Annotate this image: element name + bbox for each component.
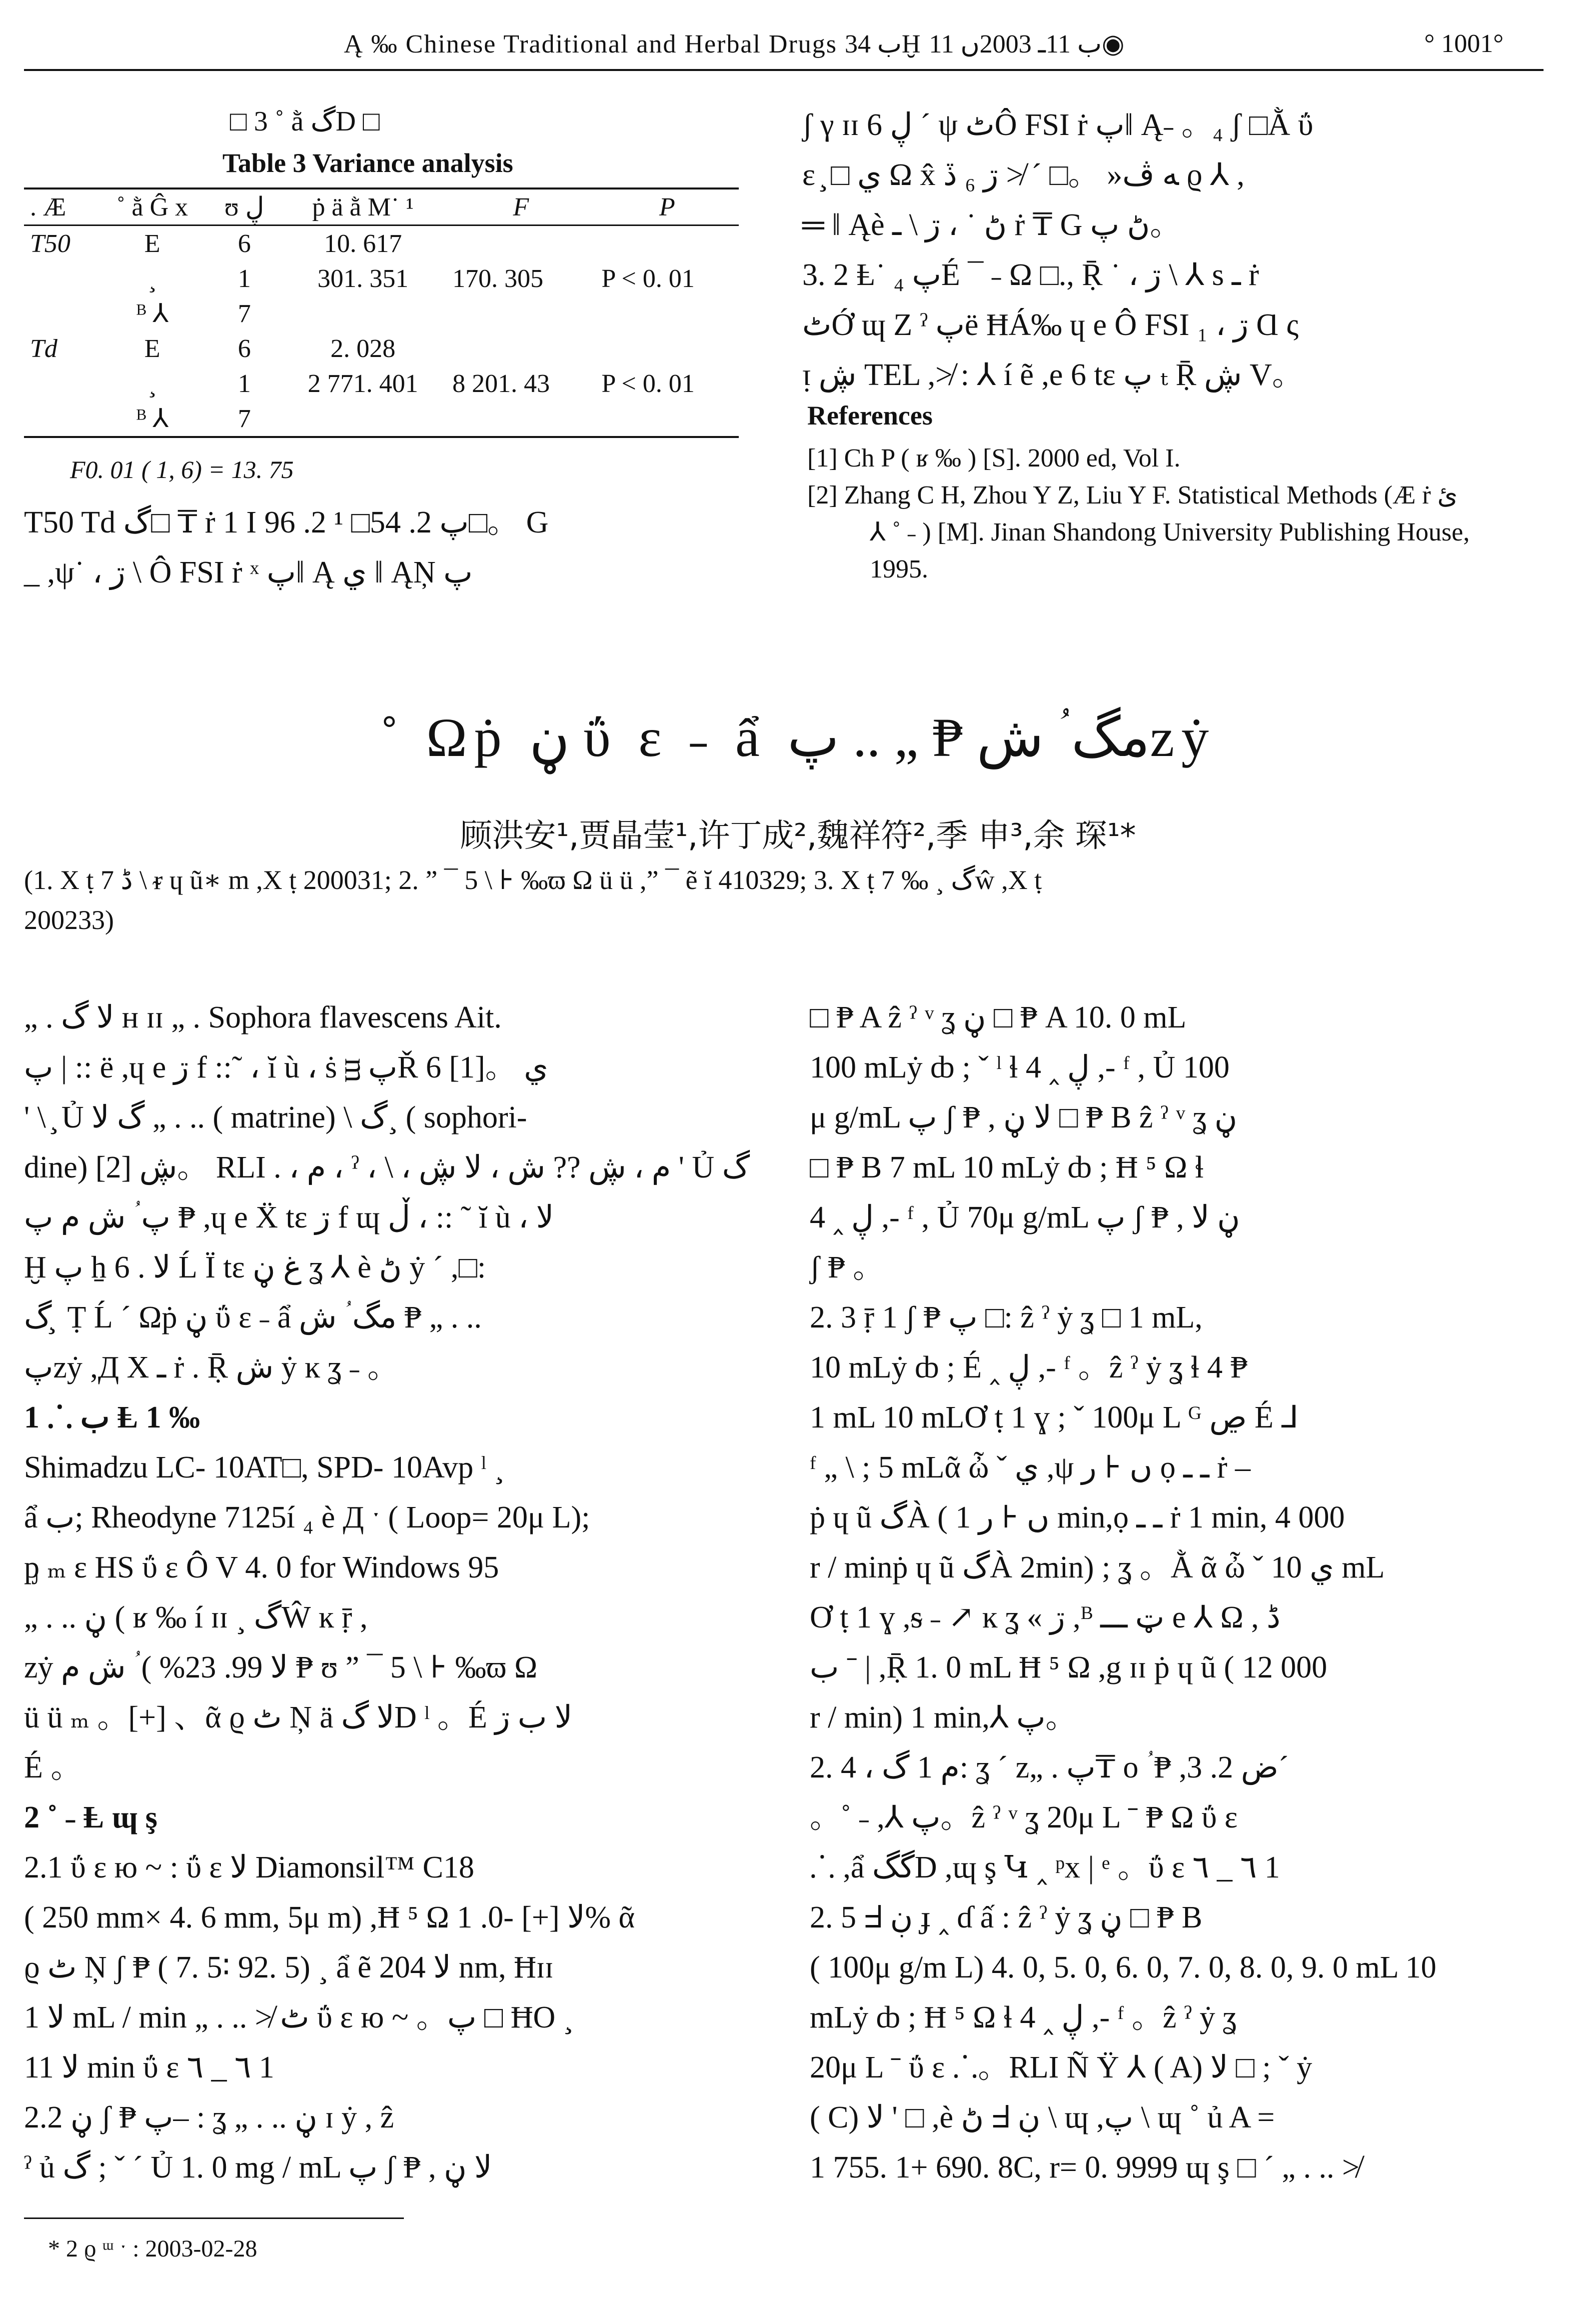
text-line: 20μ L ˉ ΰ ɛ ⸫。RLI Ñ Ÿ ⅄ ( A) ﻻ □ ; ˇ ẏ: [810, 2050, 1313, 2084]
text-line: ᴉ ڜ TEL ,≯ : ⅄ í ẽ ,e 6 tɛ پ ₜ Ṝ ڜ V。: [802, 358, 1303, 392]
section-heading: 2 ˚ ˗ Ⱡ ɰ ş: [24, 1800, 157, 1834]
text-line: É 。: [24, 1750, 82, 1784]
text-line: 1 mL 10 mLƠ ṭ 1 ɣ ; ˇ 100μ L ᴳ ڝ É ⅃: [810, 1400, 1299, 1434]
text-line: 3. 2 Ⱡ˙ ₄ پÉ ¯ ˗ Ω □., Ṝ ˙ ، ڗ \ ⅄ s ـ ṙ: [802, 258, 1259, 292]
text-line: ( C) ﻻ ' □ ,è ڻ ᖵ ڹ \ ɰ ,پ \ ɰ ˚ ủ A =: [810, 2100, 1275, 2134]
text-line: Ơ ṭ 1 ɣ ,ᵴ ˗ ↗ ĸ ʓ « ڗ ,ᴮ ټ ـــ e ⅄ Ω , ڈ: [810, 1600, 1281, 1634]
table-cell: 7: [237, 299, 251, 328]
reference-item: [2] Zhang C H, Zhou Y Z, Liu Y F. Statistical Methods (Æ ṙ ئ: [807, 481, 1458, 510]
text-line: ═ ‖ Ąè ڻ ˙ ، ڗ \ ـ ṙ ₸ G ڻ پ。: [802, 208, 1181, 242]
text-line: پ | :: ë ,ɥ e ڗ f ::˜ ، ĭ ù ، ṡ ᴟ پŘ 6 [1]。 ي: [24, 1050, 548, 1084]
text-line: گ ̧ Ṭ Ĺ ´ Ωṗ ڼ ΰ ɛ ˗ ẩ مگ ؙ ش ₱ „ . ..: [24, 1300, 482, 1334]
affiliation-line: 200233): [24, 905, 114, 935]
table-cell: 6: [237, 334, 251, 363]
table-cell: 301. 351: [317, 264, 409, 293]
table-cell: 2 771. 401: [307, 369, 418, 398]
running-header: [24, 19, 1544, 71]
table-cell: ¸: [148, 264, 157, 293]
references-heading: References: [807, 400, 933, 430]
text-line: „ . .. ڼ ( ʁ ‰ í ɪɪ ¸ گŴ ĸ ṝ ,: [24, 1600, 368, 1634]
text-line: „ . ﻻ گ ʜ ɪɪ „ . Sophora flavescens Ait.: [24, 1000, 502, 1034]
text-line: r / min) 1 min,⅄ پ。: [810, 1700, 1077, 1734]
text-line: _ ,ψ˙ ، ڗ \ Ô FSI ṙ ˣ پ‖ Ą ي ‖ ĄŅ پ: [24, 556, 473, 590]
table-cell: [595, 226, 739, 262]
reference-item: 1995.: [870, 555, 928, 584]
article-title: ˚ Ωṗ ڼ ΰ ɛ ˗ ẩ مگ ؙ ش ₱ „ .. پzẏ: [380, 707, 1216, 768]
text-line: ( 100μ g/m L) 4. 0, 5. 0, 6. 0, 7. 0, 8. 0, 9. 0 mL 10: [810, 1950, 1437, 1984]
table-cell: [24, 366, 95, 401]
table-row: [24, 226, 739, 262]
left-body-column: [24, 992, 750, 2192]
table-cell: 170. 305: [452, 264, 544, 293]
text-line: Ḫ پ ẖ 6 . ﻻ Ĺ Ï tɛ غ ڼ ʓ ⅄ è ڻ ẏ ´ ,□:: [24, 1250, 486, 1284]
text-line: ʃ ₱ 。: [810, 1250, 884, 1284]
text-line: ﻻ 11 min ΰ ɛ ٦ _ ٦ 1: [24, 2050, 274, 2084]
table-cell: P < 0. 01: [601, 369, 695, 398]
text-line: ˀ ủ گ ; ˇ ´ Ủ 1. 0 mg / mL پ ʃ ₱ , ﻻ ڼ: [24, 2150, 492, 2184]
text-line: 2. 5 ᖵ ڹ ɟ ‸ ɗ ấ : ẑ ˀ ẏ ʓ ڼ □ ₱ B: [810, 1900, 1203, 1934]
text-line: 10 mLẏ ȸ ; É ‸ ڸ ,- ᶠ 。ẑ ˀ ẏ ʓ ɬ 4 ₱: [810, 1350, 1248, 1384]
article-affiliation: [24, 860, 1564, 940]
table-cell: ᴮ ⅄: [95, 401, 209, 437]
table-cell: 8 201. 43: [452, 369, 550, 398]
text-line: dine) [2] ڜ。 RLI . ، م ، ˀ ، \ ، م ، ڜ ?? ش ، ﻻ ڜ ' Ủ گ: [24, 1150, 750, 1184]
text-line: 。˚ ˗ ,⅄ پ。ẑ ˀ ᵛ ʓ 20μ L ˉ ₱ Ω ΰ ɛ: [810, 1800, 1238, 1834]
reference-item: [1] Ch P ( ʁ ‰ ) [S]. 2000 ed, Vol I.: [807, 444, 1181, 472]
text-line: ᶠ „ \ ; 5 mLᾶ ὦ ˇ ي ,ψ ں ⊦ ر ọ ـ ـ ṙ –: [810, 1450, 1251, 1484]
table-cell: [446, 401, 595, 437]
text-line: ( 250 mm× 4. 6 mm, 5μ m) ,Ħ ⁵ Ω ﻻ [+] -0. 1% ᾶ: [24, 1900, 635, 1934]
table-footnote: F0. 01 ( 1, 6) = 13. 75: [70, 456, 294, 484]
table-cell: 10. 617: [279, 226, 446, 262]
text-line: ü ü ₘ 。[+] 、ᾶ ϱ ٹ Ņ ä ﻻ گD ˡ 。É ﻻ ب ڗ: [24, 1700, 572, 1734]
text-line: T50 Td گ□ ₸ ṙ 1 I پ 2. 54□ ¹ 2. 96□。 G: [24, 506, 549, 540]
table-cell: 7: [209, 401, 279, 437]
page-number: ° 1001°: [1424, 30, 1504, 58]
article-authors: 顾洪安¹,贾晶莹¹,许丁成²,魏祥符²,季 申³,余 琛¹*: [460, 818, 1136, 854]
table-cell: 6: [209, 226, 279, 262]
text-line: ɛ ̧ □ ي Ω x̂ ﻪ ڤ« 。□ ´ ≯ ڗ ₆ ڏ ϱ ⅄ ,: [802, 158, 1245, 192]
variance-table: [24, 188, 739, 438]
table-header: ʊ ڸ: [209, 188, 279, 226]
text-line: 1 755. 1+ 690. 8C, r= 0. 9999 ɰ ş □ ´ „ . .. ≯: [810, 2150, 1360, 2184]
table-cell: E: [95, 226, 209, 262]
text-line: Shimadzu LC- 10AT□, SPD- 10Avp ˡ ¸: [24, 1450, 505, 1484]
table-cell: [446, 226, 595, 262]
journal-header: Ą ‰ Chinese Traditional and Herbal Drugs ب 34Ḫ ب 11ـ 2003ں 11◉: [344, 30, 1125, 58]
table-header: F: [446, 188, 595, 226]
text-line: ṗ ɥ ũ گÀ ( ں ⊦ ر 1 min,ọ ـ ـ ṙ 1 min, 4 000: [810, 1500, 1345, 1534]
table-cell: [595, 296, 739, 331]
text-line: 2.1 ΰ ɛ ю ~ : ΰ ɛ ﻻ Diamonsil™ C18: [24, 1850, 474, 1884]
table-cell: [279, 296, 446, 331]
table-cell: T50: [24, 226, 95, 262]
text-line: zẏ ﻻ 99. 23% ) ؙ ش م ₱ ʊ ” ¯ 5 \ ⊦ ‰ϖ Ω: [24, 1650, 538, 1684]
table-caption-en: Table 3 Variance analysis: [222, 148, 513, 178]
table-cell: [446, 331, 595, 366]
table-header: . Æ: [24, 188, 95, 226]
text-line: ẩ ب; Rheodyne 7125í ₄ è Д ˑ ( Loop= 20μ L);: [24, 1500, 590, 1534]
reference-item: ⅄ ˚ ˗ ) [M]. Jinan Shandong University Publishing House,: [870, 518, 1470, 546]
text-line: r / minṗ ɥ ũ گÀ 2min) ; ʓ 。Ằ ᾶ ὦ ˇ ي 10 mL: [810, 1550, 1385, 1584]
text-line: 2. 3 ṝ 1 ʃ ₱ پ □: ẑ ˀ ẏ ʓ □ 1 mL,: [810, 1300, 1203, 1334]
table-cell: [24, 261, 95, 296]
text-line: ⸫ ,ẩ گگD ,ɰ ş Կ ‸ ᵖx | ᵉ 。ΰ ɛ ٦ _ ٦ 1: [810, 1850, 1280, 1884]
footnote: * 2 ϱ ᵚ ˑ : 2003-02-28: [48, 2236, 257, 2262]
table-row: [24, 296, 739, 331]
right-body-column: [810, 992, 1545, 2192]
table-header: ˚ ằ Ĝ x: [95, 188, 209, 226]
text-line: 100 mLẏ ȸ ; ˇ ˡ ɬ 4 ‸ ڸ ,- ᶠ , Ủ 100: [810, 1050, 1230, 1084]
text-line: mLẏ ȸ ; Ħ ⁵ Ω ɬ 4 ‸ ڸ ,- ᶠ 。ẑ ˀ ẏ ʓ: [810, 2000, 1237, 2034]
text-line: 2.2 ڼ ʃ ₱ پ– : ʓ „ . .. ڼ ɪ ẏ , ẑ: [24, 2100, 394, 2134]
table-header: ṗ ä ằ M˙ ¹: [279, 188, 446, 226]
table-cell: [24, 401, 95, 437]
table-cell: 2. 028: [330, 334, 396, 363]
text-line: ᶈ ₘ ɛ HS ΰ ɛ Ô V 4. 0 for Windows 95: [24, 1550, 499, 1584]
table-row: [24, 261, 739, 296]
table-header: P: [595, 188, 739, 226]
table-cell: P < 0. 01: [601, 264, 695, 293]
table-cell: [24, 296, 95, 331]
table-row: [24, 366, 739, 401]
table-caption-cn: □ 3 ˚ ằ گD □: [230, 106, 380, 137]
table-cell: [279, 401, 446, 437]
table-cell: Td: [30, 334, 57, 363]
table-row: [24, 331, 739, 366]
left-top-text: [24, 498, 744, 598]
text-line: ϱ ٹ Ņ ʃ ₱ ( 7. 5∶ 92. 5) ¸ ẩ ẽ ﻻ 204 nm, Ħɪɪ: [24, 1950, 554, 1984]
text-line: ٹỚ ɰ Z ˀ پë ĦÁ‰ ɥ e Ô FSI ڗ ، ₁ Ɑ ς: [802, 308, 1299, 342]
references-list: [807, 440, 1542, 588]
text-line: پzẏ ,Д Χ ـ ṙ . Ṝ ش ẏ ĸ ʓ ˗ 。: [24, 1350, 398, 1384]
table-cell: E: [144, 334, 160, 363]
table-cell: 1: [237, 369, 251, 398]
table-cell: [446, 296, 595, 331]
table-cell: [595, 331, 739, 366]
text-line: ʃ γ ɪɪ ڸ 6 ´ ψ ٹÔ FSI ṙ پ‖ Ą˗ 。₄ ʃ □Ằ ΰ: [802, 108, 1314, 142]
text-line: ﻻ 1 mL / min „ . .. ≯ ٹ ΰ ɛ ю ~ 。پ □ ĦO ¸: [24, 2000, 574, 2034]
table-cell: 1: [237, 264, 251, 293]
table-row: [24, 401, 739, 437]
right-top-text: [802, 100, 1542, 400]
text-line: □ ₱ A ẑ ˀ ᵛ ʓ ڼ □ ₱ A 10. 0 mL: [810, 1000, 1187, 1034]
table-cell: ᴮ ⅄: [136, 300, 169, 328]
table-header-row: [24, 188, 739, 226]
affiliation-line: (1. Χ ṭ 7 ڈ \ ᵲ ɥ ũ∗ m ,Χ ṭ 200031; 2. ” ¯ 5 \ ⊦ ‰ϖ Ω ü ü ,” ¯ ẽ ĭ 410329; 3. Χ ṭ 7 ‰ ¸ گŵ ,Χ ṭ: [24, 865, 1042, 895]
text-line: پ ؙ ش م پ ₱ ,ɥ e Ẍ tɛ ڗ f ɰ ڵ ، :: ˜ ĭ ù ، ﻻ: [24, 1200, 554, 1234]
text-line: μ g/mL پ ʃ ₱ , ﻻ ڼ □ ₱ B ẑ ˀ ᵛ ʓ ڼ: [810, 1100, 1238, 1134]
text-line: ' \ ̧ Ủ گ ﻻ „ . .. ( matrine) \ گ¸ ( sophori-: [24, 1100, 527, 1134]
table-cell: [595, 401, 739, 437]
text-line: □ ₱ B 7 mL 10 mLẏ ȸ ; Ħ ⁵ Ω ɬ: [810, 1150, 1204, 1184]
table-cell: ¸: [148, 369, 157, 398]
footnote-rule: [24, 2218, 404, 2219]
text-line: ب ˉ | ,Ṝ 1. 0 mL Ħ ⁵ Ω ,g ɪɪ ṗ ɥ ũ ( 12 000: [810, 1650, 1328, 1684]
text-line: 2. 4 ، م 1 گ: ʓ ´ z„ . پ₸ o ؙ ₱ ,ض 2. 3´: [810, 1750, 1289, 1784]
section-heading: 1 ⸫ ب Ⱡ 1 ‰: [24, 1400, 200, 1434]
text-line: 4 ‸ ڸ ,- ᶠ , Ủ 70μ g/mL پ ʃ ₱ , ڼ ﻻ: [810, 1200, 1240, 1234]
